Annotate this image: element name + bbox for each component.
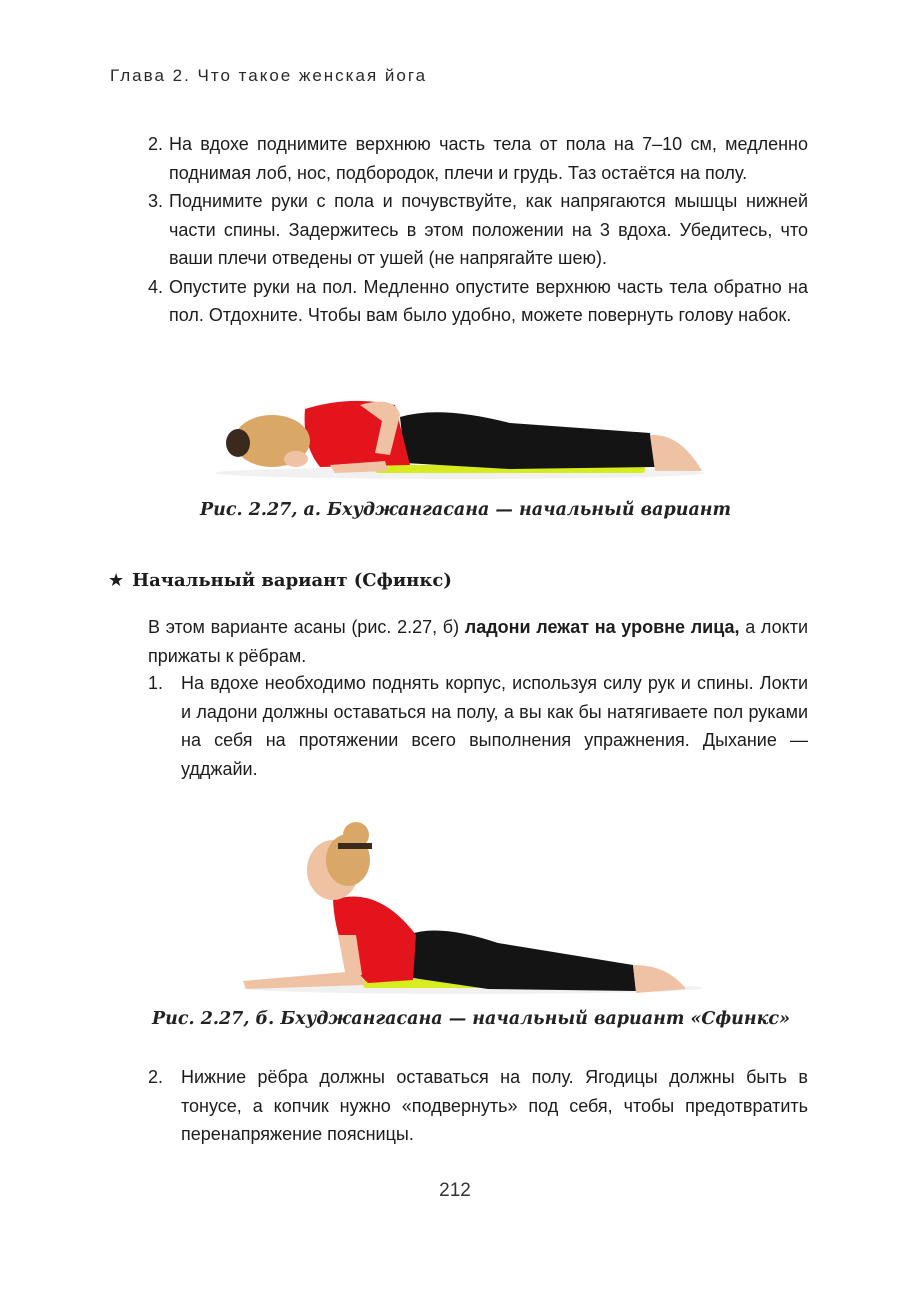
star-icon: ★ [108,570,125,591]
intro-text: В этом варианте асаны (рис. 2.27, б) [148,617,465,637]
intro-text-end: а локти прижаты к рёбрам. [148,617,808,666]
list-item [148,1063,808,1149]
intro-paragraph [148,613,808,670]
list-item [148,669,808,783]
steps-list-2 [148,669,808,783]
list-item [148,187,808,273]
page-number: 212 [439,1180,471,1201]
item-number: 4. [148,276,164,297]
item-text: Нижние рёбра должны оставаться на полу. Ягодицы должны быть в тонусе, а копчик нужно «подвернуть» под себя, чтобы предотвратить перенапряжение поясницы. [181,1067,808,1144]
item-number: 1. [148,673,164,693]
figure-b-caption: Рис. 2.27, б. Бхуджангасана — начальный вариант «Сфинкс» [152,1009,791,1029]
figure-a-caption: Рис. 2.27, а. Бхуджангасана — начальный вариант [200,500,732,520]
intro-emphasis: ладони лежат на уровне лица, [464,617,740,637]
section-title: Начальный вариант (Сфинкс) [132,570,452,591]
item-number: 2. [148,134,164,154]
item-number: 3. [148,191,164,211]
figure-b-photo [238,815,708,1000]
item-text: На вдохе поднимите верхнюю часть тела от пола на 7–10 см, медленно поднимая лоб, нос, подбородок, плечи и грудь. Таз остаётся на полу. [169,134,808,183]
list-item [148,273,808,330]
item-text: Опустите руки на пол. Медленно опустите верхнюю часть тела обратно на пол. Отдохните. Чтобы вам было удобно, можете повернуть голову набок. [169,276,808,325]
item-text: Поднимите руки с пола и почувствуйте, как напрягаются мышцы нижней части спины. Задержитесь в этом положении на 3 вдоха. Убедитесь, что ваши плечи отведены от ушей (не напрягайте шею). [169,191,808,268]
figure-a-photo [210,395,710,485]
steps-list-3 [148,1063,808,1149]
item-number: 2. [148,1067,164,1087]
list-item [148,130,808,187]
item-text: На вдохе необходимо поднять корпус, используя силу рук и спины. Локти и ладони должны оставаться на полу, а вы как бы натягиваете пол руками на себя на протяжении всего выполнения упражнения. Дыхание — удджайи. [181,673,808,779]
section-heading [108,570,452,591]
steps-list [148,130,808,330]
running-header: Глава 2. Что такое женская йога [110,66,428,85]
